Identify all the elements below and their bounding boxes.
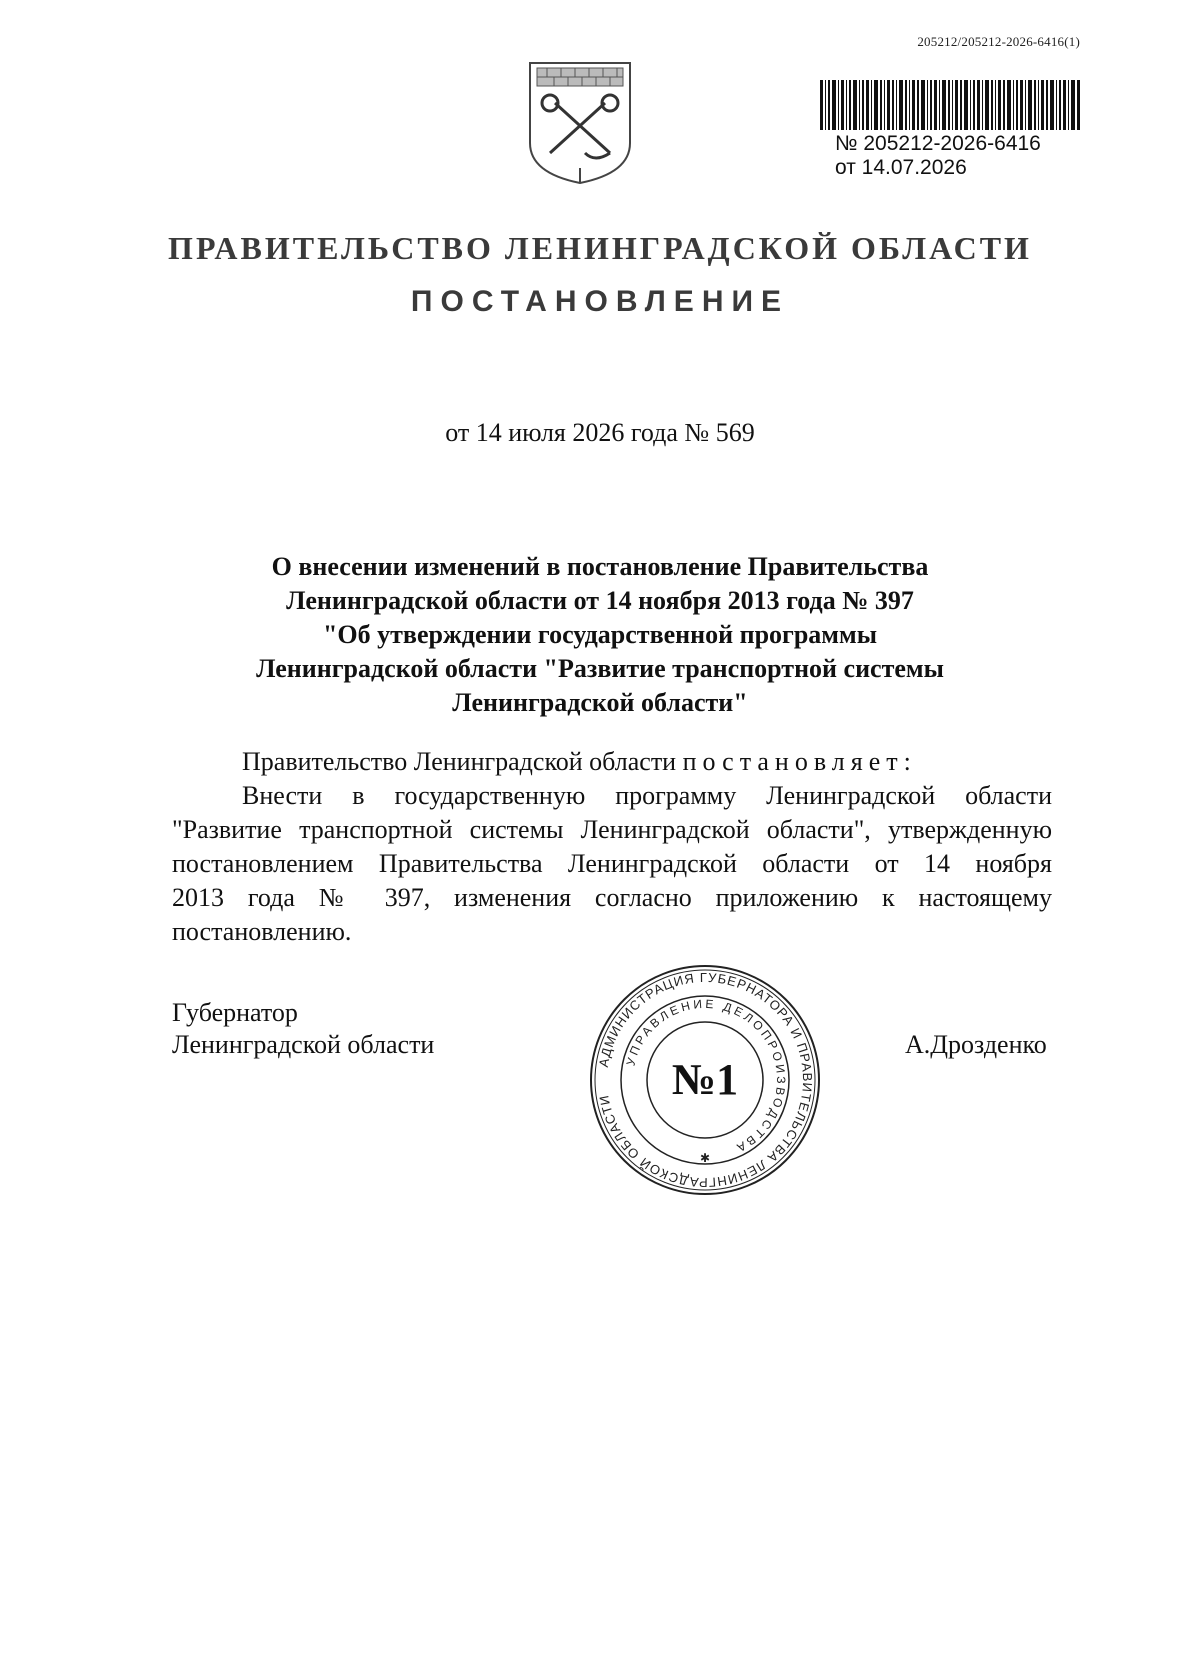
document-title-line: О внесении изменений в постановление Правительства bbox=[271, 552, 929, 581]
body-line: постановлением Правительства Ленинградской области от 14 ноября bbox=[172, 849, 1052, 878]
document-code: 205212/205212-2026-6416(1) bbox=[917, 34, 1080, 49]
body-line: постановлению. bbox=[172, 917, 352, 946]
coat-of-arms-icon bbox=[525, 58, 635, 188]
signer-title: Ленинградской области bbox=[172, 1030, 435, 1059]
body-line: Внести в государственную программу Ленинградской области bbox=[242, 781, 1052, 810]
barcode-icon bbox=[820, 80, 1080, 130]
registration-number: № 205212-2026-6416 bbox=[835, 132, 1041, 155]
registration-date: от 14.07.2026 bbox=[835, 156, 967, 179]
svg-text:УПРАВЛЕНИЕ ДЕЛОПРОИЗВОДСТВА: УПРАВЛЕНИЕ ДЕЛОПРОИЗВОДСТВА bbox=[623, 996, 789, 1157]
signer-name: А.Дрозденко bbox=[905, 1030, 1047, 1059]
issuer-organization: ПРАВИТЕЛЬСТВО ЛЕНИНГРАДСКОЙ ОБЛАСТИ bbox=[168, 230, 1032, 266]
body-line: 2013 года № 397, изменения согласно приложению к настоящему bbox=[172, 883, 1052, 912]
preamble-subject: Правительство Ленинградской области bbox=[242, 747, 677, 776]
preamble-verb: постановляет: bbox=[682, 747, 917, 776]
signer-title: Губернатор bbox=[172, 998, 298, 1027]
official-seal-icon bbox=[585, 960, 825, 1200]
body-line: "Развитие транспортной системы Ленинградской области", утвержденную bbox=[172, 815, 1052, 844]
document-date-number: от 14 июля 2026 года № 569 bbox=[445, 418, 755, 447]
svg-text:АДМИНИСТРАЦИЯ ГУБЕРНАТОРА И ПР: АДМИНИСТРАЦИЯ ГУБЕРНАТОРА И ПРАВИТЕЛЬСТВА ЛЕНИНГРАДСКОЙ ОБЛАСТИ bbox=[595, 969, 816, 1191]
document-title-line: "Об утверждении государственной программы bbox=[322, 620, 878, 649]
svg-text:✱: ✱ bbox=[699, 1151, 711, 1165]
document-title-line: Ленинградской области "Развитие транспортной системы bbox=[256, 654, 944, 683]
document-title-line: Ленинградской области от 14 ноября 2013 года № 397 bbox=[286, 586, 914, 615]
document-title-line: Ленинградской области" bbox=[452, 688, 748, 717]
preamble bbox=[242, 747, 917, 777]
svg-text:№1: №1 bbox=[671, 1055, 739, 1104]
document-type: ПОСТАНОВЛЕНИЕ bbox=[410, 285, 790, 318]
